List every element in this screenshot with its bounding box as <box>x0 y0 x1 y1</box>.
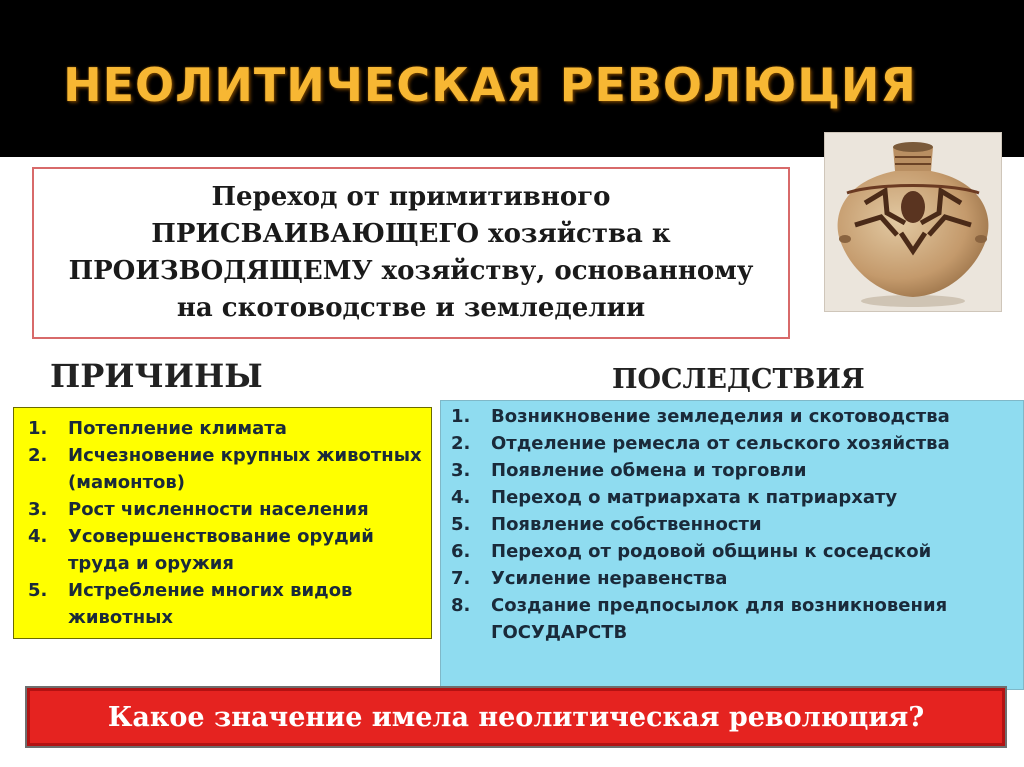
causes-list-box <box>13 407 432 639</box>
item-number: 7. <box>451 568 471 589</box>
item-number: 8. <box>451 595 471 616</box>
list-item <box>451 457 1015 484</box>
item-text: Потепление климата <box>68 418 287 439</box>
list-item <box>28 415 423 442</box>
question-banner <box>27 688 1005 746</box>
question-text: Какое значение имела неолитическая революция? <box>107 701 925 733</box>
consequences-list <box>451 403 1015 646</box>
item-text: Возникновение земледелия и скотоводства <box>491 406 950 427</box>
item-number: 6. <box>451 541 471 562</box>
causes-list <box>28 415 423 631</box>
slide-title: НЕОЛИТИЧЕСКАЯ РЕВОЛЮЦИЯ <box>63 58 917 112</box>
definition-line: ПРОИЗВОДЯЩЕМУ хозяйству, основанному <box>68 256 754 286</box>
list-item <box>28 523 423 577</box>
item-number: 3. <box>451 460 471 481</box>
item-text: Появление собственности <box>491 514 762 535</box>
item-number: 5. <box>451 514 471 535</box>
definition-line: Переход от примитивного <box>211 182 611 212</box>
item-text: Рост численности населения <box>68 499 369 520</box>
item-text: Исчезновение крупных животных (мамонтов) <box>68 445 422 493</box>
list-item <box>451 484 1015 511</box>
item-text: Усиление неравенства <box>491 568 728 589</box>
list-item <box>28 442 423 496</box>
vase-image <box>824 132 1002 312</box>
consequences-heading: ПОСЛЕДСТВИЯ <box>612 364 865 395</box>
item-number: 4. <box>28 526 48 547</box>
item-text: Усовершенствование орудий труда и оружия <box>68 526 374 574</box>
consequences-list-box <box>440 400 1024 690</box>
list-item <box>451 430 1015 457</box>
item-text: Появление обмена и торговли <box>491 460 807 481</box>
list-item <box>451 538 1015 565</box>
list-item <box>451 511 1015 538</box>
definition-line: ПРИСВАИВАЮЩЕГО хозяйства к <box>151 219 671 249</box>
item-number: 1. <box>28 418 48 439</box>
item-text: Создание предпосылок для возникновения ГОСУДАРСТВ <box>491 595 948 643</box>
item-number: 1. <box>451 406 471 427</box>
item-number: 5. <box>28 580 48 601</box>
item-text: Отделение ремесла от сельского хозяйства <box>491 433 950 454</box>
list-item <box>451 565 1015 592</box>
item-number: 2. <box>28 445 48 466</box>
list-item <box>28 496 423 523</box>
list-item <box>451 403 1015 430</box>
item-number: 2. <box>451 433 471 454</box>
painted-vase-icon <box>825 133 1001 311</box>
item-text: Переход о матриархата к патриархату <box>491 487 898 508</box>
list-item <box>28 577 423 631</box>
definition-line: на скотоводстве и земледелии <box>176 293 646 323</box>
causes-heading: ПРИЧИНЫ <box>50 357 263 395</box>
item-text: Переход от родовой общины к соседской <box>491 541 932 562</box>
definition-box <box>32 167 790 339</box>
list-item <box>451 592 1015 646</box>
item-text: Истребление многих видов животных <box>68 580 353 628</box>
item-number: 4. <box>451 487 471 508</box>
item-number: 3. <box>28 499 48 520</box>
